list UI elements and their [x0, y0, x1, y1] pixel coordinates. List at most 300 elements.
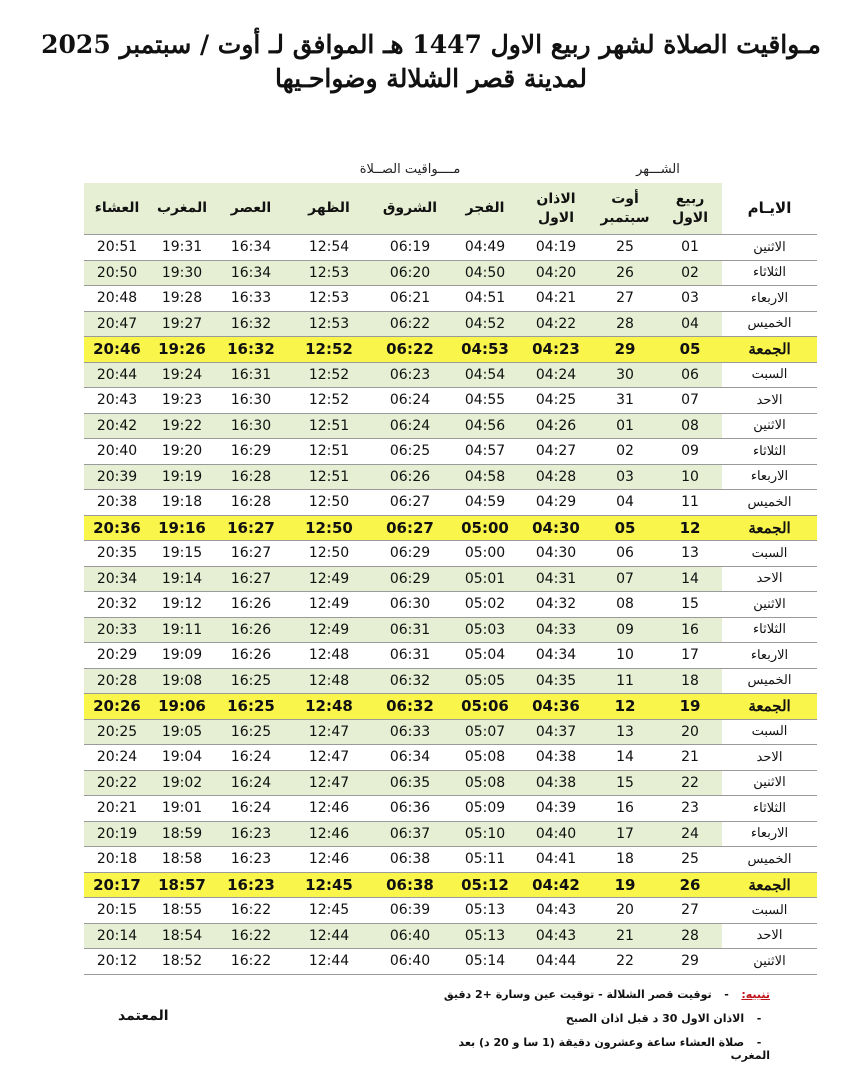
- maghrib-cell: 19:18: [150, 490, 214, 516]
- header-asr: العصر: [214, 183, 288, 235]
- gregorian-cell: 08: [592, 592, 658, 618]
- maghrib-cell: 19:31: [150, 235, 214, 261]
- table-row: [84, 592, 817, 618]
- dhuhr-cell: 12:49: [288, 592, 370, 618]
- maghrib-cell: 19:16: [150, 515, 214, 541]
- shuruq-cell: 06:22: [370, 337, 450, 363]
- shuruq-cell: 06:36: [370, 796, 450, 822]
- first-adhan-cell: 04:42: [520, 872, 592, 898]
- header-gregorian: أوت سبتمبر: [592, 183, 658, 235]
- asr-cell: 16:23: [214, 847, 288, 873]
- header-shuruq: الشروق: [370, 183, 450, 235]
- isha-cell: 20:50: [84, 260, 150, 286]
- shuruq-cell: 06:39: [370, 898, 450, 924]
- first-adhan-cell: 04:30: [520, 515, 592, 541]
- shuruq-cell: 06:22: [370, 311, 450, 337]
- gregorian-cell: 25: [592, 235, 658, 261]
- gregorian-cell: 11: [592, 668, 658, 694]
- header-first-adhan: الاذان الاول: [520, 183, 592, 235]
- asr-cell: 16:22: [214, 949, 288, 975]
- rabi-cell: 18: [658, 668, 722, 694]
- day-cell: الاربعاء: [722, 821, 817, 847]
- shuruq-cell: 06:38: [370, 847, 450, 873]
- header-fajr: الفجر: [450, 183, 520, 235]
- table-row: [84, 388, 817, 414]
- first-adhan-cell: 04:44: [520, 949, 592, 975]
- gregorian-cell: 07: [592, 566, 658, 592]
- shuruq-cell: 06:34: [370, 745, 450, 771]
- fajr-cell: 04:57: [450, 439, 520, 465]
- shuruq-cell: 06:20: [370, 260, 450, 286]
- table-row: [84, 770, 817, 796]
- gregorian-cell: 20: [592, 898, 658, 924]
- rabi-cell: 12: [658, 515, 722, 541]
- rabi-cell: 22: [658, 770, 722, 796]
- dhuhr-cell: 12:49: [288, 566, 370, 592]
- shuruq-cell: 06:33: [370, 719, 450, 745]
- first-adhan-cell: 04:19: [520, 235, 592, 261]
- gregorian-cell: 09: [592, 617, 658, 643]
- day-cell: الاثنين: [722, 770, 817, 796]
- table-row: [84, 643, 817, 669]
- shuruq-cell: 06:31: [370, 643, 450, 669]
- maghrib-cell: 19:11: [150, 617, 214, 643]
- shuruq-cell: 06:24: [370, 388, 450, 414]
- maghrib-cell: 19:30: [150, 260, 214, 286]
- dhuhr-cell: 12:51: [288, 439, 370, 465]
- isha-cell: 20:47: [84, 311, 150, 337]
- asr-cell: 16:22: [214, 898, 288, 924]
- isha-cell: 20:35: [84, 541, 150, 567]
- table-header-row: [84, 183, 817, 235]
- approved-label: المعتمد: [118, 1008, 169, 1024]
- dhuhr-cell: 12:53: [288, 286, 370, 312]
- rabi-cell: 03: [658, 286, 722, 312]
- fajr-cell: 05:13: [450, 898, 520, 924]
- maghrib-cell: 19:04: [150, 745, 214, 771]
- fajr-cell: 04:51: [450, 286, 520, 312]
- isha-cell: 20:36: [84, 515, 150, 541]
- maghrib-cell: 18:52: [150, 949, 214, 975]
- shuruq-cell: 06:40: [370, 923, 450, 949]
- day-cell: الجمعة: [722, 872, 817, 898]
- gregorian-cell: 27: [592, 286, 658, 312]
- first-adhan-cell: 04:30: [520, 541, 592, 567]
- asr-cell: 16:34: [214, 235, 288, 261]
- isha-cell: 20:17: [84, 872, 150, 898]
- isha-cell: 20:44: [84, 362, 150, 388]
- isha-cell: 20:12: [84, 949, 150, 975]
- fajr-cell: 05:13: [450, 923, 520, 949]
- shuruq-cell: 06:40: [370, 949, 450, 975]
- day-cell: الاحد: [722, 566, 817, 592]
- first-adhan-cell: 04:23: [520, 337, 592, 363]
- day-cell: السبت: [722, 898, 817, 924]
- table-row: [84, 745, 817, 771]
- fajr-cell: 04:59: [450, 490, 520, 516]
- asr-cell: 16:30: [214, 388, 288, 414]
- rabi-cell: 28: [658, 923, 722, 949]
- table-body: [84, 235, 817, 975]
- note-dash: -: [724, 988, 729, 1001]
- rabi-cell: 05: [658, 337, 722, 363]
- gregorian-cell: 28: [592, 311, 658, 337]
- dhuhr-cell: 12:53: [288, 260, 370, 286]
- header-maghrib: المغرب: [150, 183, 214, 235]
- gregorian-cell: 19: [592, 872, 658, 898]
- asr-cell: 16:28: [214, 490, 288, 516]
- maghrib-cell: 19:19: [150, 464, 214, 490]
- fajr-cell: 05:00: [450, 515, 520, 541]
- fajr-cell: 04:56: [450, 413, 520, 439]
- first-adhan-cell: 04:33: [520, 617, 592, 643]
- day-cell: السبت: [722, 719, 817, 745]
- day-cell: الاثنين: [722, 592, 817, 618]
- day-cell: الاربعاء: [722, 286, 817, 312]
- shuruq-cell: 06:30: [370, 592, 450, 618]
- gregorian-cell: 26: [592, 260, 658, 286]
- day-cell: الخميس: [722, 490, 817, 516]
- asr-cell: 16:31: [214, 362, 288, 388]
- maghrib-cell: 18:58: [150, 847, 214, 873]
- maghrib-cell: 19:06: [150, 694, 214, 720]
- rabi-cell: 02: [658, 260, 722, 286]
- header-dhuhr: الظهر: [288, 183, 370, 235]
- isha-cell: 20:38: [84, 490, 150, 516]
- maghrib-cell: 19:09: [150, 643, 214, 669]
- shuruq-cell: 06:32: [370, 668, 450, 694]
- day-cell: الخميس: [722, 668, 817, 694]
- rabi-cell: 13: [658, 541, 722, 567]
- rabi-cell: 29: [658, 949, 722, 975]
- gregorian-cell: 02: [592, 439, 658, 465]
- note-text-1: توقيت قصر الشلالة - توقيت عين وسارة +2 دقيق: [443, 988, 712, 1001]
- dhuhr-cell: 12:49: [288, 617, 370, 643]
- dhuhr-cell: 12:44: [288, 923, 370, 949]
- shuruq-cell: 06:27: [370, 490, 450, 516]
- maghrib-cell: 19:02: [150, 770, 214, 796]
- table-row: [84, 362, 817, 388]
- dhuhr-cell: 12:46: [288, 847, 370, 873]
- fajr-cell: 04:55: [450, 388, 520, 414]
- asr-cell: 16:25: [214, 719, 288, 745]
- month-group-header: الشـــهر: [636, 162, 680, 177]
- note-text-2: الاذان الاول 30 د قبل اذان الصبح: [565, 1012, 745, 1025]
- maghrib-cell: 19:27: [150, 311, 214, 337]
- first-adhan-cell: 04:21: [520, 286, 592, 312]
- isha-cell: 20:42: [84, 413, 150, 439]
- table-row: [84, 235, 817, 261]
- isha-cell: 20:24: [84, 745, 150, 771]
- day-cell: الجمعة: [722, 337, 817, 363]
- dhuhr-cell: 12:46: [288, 796, 370, 822]
- gregorian-cell: 13: [592, 719, 658, 745]
- first-adhan-cell: 04:31: [520, 566, 592, 592]
- gregorian-cell: 15: [592, 770, 658, 796]
- fajr-cell: 05:04: [450, 643, 520, 669]
- table-row: [84, 898, 817, 924]
- rabi-cell: 01: [658, 235, 722, 261]
- first-adhan-cell: 04:22: [520, 311, 592, 337]
- day-cell: الاحد: [722, 745, 817, 771]
- dhuhr-cell: 12:50: [288, 490, 370, 516]
- rabi-cell: 11: [658, 490, 722, 516]
- isha-cell: 20:14: [84, 923, 150, 949]
- rabi-cell: 25: [658, 847, 722, 873]
- asr-cell: 16:24: [214, 745, 288, 771]
- isha-cell: 20:51: [84, 235, 150, 261]
- asr-cell: 16:30: [214, 413, 288, 439]
- note-dash: -: [756, 1036, 762, 1049]
- table-row: [84, 541, 817, 567]
- rabi-cell: 26: [658, 872, 722, 898]
- table-row: [84, 847, 817, 873]
- fajr-cell: 05:08: [450, 770, 520, 796]
- header-day: الايـام: [722, 183, 817, 235]
- rabi-cell: 14: [658, 566, 722, 592]
- note-label: تنبيه:: [741, 988, 770, 1001]
- table-row: [84, 694, 817, 720]
- isha-cell: 20:21: [84, 796, 150, 822]
- maghrib-cell: 19:26: [150, 337, 214, 363]
- isha-cell: 20:22: [84, 770, 150, 796]
- isha-cell: 20:32: [84, 592, 150, 618]
- fajr-cell: 05:05: [450, 668, 520, 694]
- fajr-cell: 05:11: [450, 847, 520, 873]
- day-cell: الجمعة: [722, 515, 817, 541]
- dhuhr-cell: 12:45: [288, 872, 370, 898]
- fajr-cell: 05:14: [450, 949, 520, 975]
- dhuhr-cell: 12:51: [288, 413, 370, 439]
- rabi-cell: 06: [658, 362, 722, 388]
- rabi-cell: 07: [658, 388, 722, 414]
- first-adhan-cell: 04:32: [520, 592, 592, 618]
- gregorian-cell: 17: [592, 821, 658, 847]
- asr-cell: 16:26: [214, 592, 288, 618]
- first-adhan-cell: 04:43: [520, 923, 592, 949]
- fajr-cell: 04:49: [450, 235, 520, 261]
- first-adhan-cell: 04:25: [520, 388, 592, 414]
- shuruq-cell: 06:29: [370, 566, 450, 592]
- asr-cell: 16:23: [214, 821, 288, 847]
- gregorian-cell: 14: [592, 745, 658, 771]
- isha-cell: 20:48: [84, 286, 150, 312]
- fajr-cell: 04:58: [450, 464, 520, 490]
- rabi-cell: 04: [658, 311, 722, 337]
- table-row: [84, 311, 817, 337]
- shuruq-cell: 06:27: [370, 515, 450, 541]
- dhuhr-cell: 12:47: [288, 719, 370, 745]
- fajr-cell: 05:12: [450, 872, 520, 898]
- shuruq-cell: 06:29: [370, 541, 450, 567]
- day-cell: الاحد: [722, 388, 817, 414]
- first-adhan-cell: 04:43: [520, 898, 592, 924]
- asr-cell: 16:27: [214, 566, 288, 592]
- fajr-cell: 04:54: [450, 362, 520, 388]
- gregorian-cell: 18: [592, 847, 658, 873]
- dhuhr-cell: 12:51: [288, 464, 370, 490]
- first-adhan-cell: 04:38: [520, 770, 592, 796]
- table-row: [84, 464, 817, 490]
- isha-cell: 20:18: [84, 847, 150, 873]
- table-row: [84, 566, 817, 592]
- asr-cell: 16:25: [214, 694, 288, 720]
- note-text-3: صلاة العشاء ساعة وعشرون دقيقة (1 سا و 20 د) بعد المغرب: [458, 1036, 770, 1062]
- maghrib-cell: 19:14: [150, 566, 214, 592]
- dhuhr-cell: 12:50: [288, 515, 370, 541]
- rabi-cell: 24: [658, 821, 722, 847]
- gregorian-cell: 01: [592, 413, 658, 439]
- asr-cell: 16:32: [214, 311, 288, 337]
- shuruq-cell: 06:38: [370, 872, 450, 898]
- isha-cell: 20:29: [84, 643, 150, 669]
- maghrib-cell: 19:28: [150, 286, 214, 312]
- table-row: [84, 796, 817, 822]
- dhuhr-cell: 12:44: [288, 949, 370, 975]
- shuruq-cell: 06:37: [370, 821, 450, 847]
- shuruq-cell: 06:35: [370, 770, 450, 796]
- maghrib-cell: 19:08: [150, 668, 214, 694]
- first-adhan-cell: 04:26: [520, 413, 592, 439]
- isha-cell: 20:15: [84, 898, 150, 924]
- rabi-cell: 08: [658, 413, 722, 439]
- gregorian-cell: 21: [592, 923, 658, 949]
- day-cell: الثلاثاء: [722, 439, 817, 465]
- isha-cell: 20:25: [84, 719, 150, 745]
- dhuhr-cell: 12:52: [288, 388, 370, 414]
- table-row: [84, 260, 817, 286]
- dhuhr-cell: 12:53: [288, 311, 370, 337]
- shuruq-cell: 06:26: [370, 464, 450, 490]
- maghrib-cell: 19:15: [150, 541, 214, 567]
- asr-cell: 16:23: [214, 872, 288, 898]
- gregorian-cell: 29: [592, 337, 658, 363]
- fajr-cell: 05:06: [450, 694, 520, 720]
- note-line-2: [440, 1012, 770, 1025]
- asr-cell: 16:34: [214, 260, 288, 286]
- isha-cell: 20:26: [84, 694, 150, 720]
- fajr-cell: 05:09: [450, 796, 520, 822]
- fajr-cell: 05:08: [450, 745, 520, 771]
- dhuhr-cell: 12:47: [288, 745, 370, 771]
- day-cell: الاربعاء: [722, 464, 817, 490]
- day-cell: الاثنين: [722, 949, 817, 975]
- table-row: [84, 413, 817, 439]
- fajr-cell: 04:52: [450, 311, 520, 337]
- day-cell: السبت: [722, 541, 817, 567]
- fajr-cell: 04:53: [450, 337, 520, 363]
- asr-cell: 16:26: [214, 643, 288, 669]
- gregorian-cell: 04: [592, 490, 658, 516]
- asr-cell: 16:33: [214, 286, 288, 312]
- shuruq-cell: 06:32: [370, 694, 450, 720]
- isha-cell: 20:19: [84, 821, 150, 847]
- page-title: مـواقيت الصلاة لشهر ربيع الاول 1447 هـ الموافق لـ أوت / سبتمبر 2025: [41, 30, 821, 59]
- dhuhr-cell: 12:54: [288, 235, 370, 261]
- day-cell: الاثنين: [722, 413, 817, 439]
- first-adhan-cell: 04:27: [520, 439, 592, 465]
- gregorian-cell: 10: [592, 643, 658, 669]
- first-adhan-cell: 04:37: [520, 719, 592, 745]
- dhuhr-cell: 12:45: [288, 898, 370, 924]
- rabi-cell: 17: [658, 643, 722, 669]
- first-adhan-cell: 04:40: [520, 821, 592, 847]
- first-adhan-cell: 04:41: [520, 847, 592, 873]
- shuruq-cell: 06:19: [370, 235, 450, 261]
- rabi-cell: 20: [658, 719, 722, 745]
- table-row: [84, 872, 817, 898]
- gregorian-cell: 03: [592, 464, 658, 490]
- first-adhan-cell: 04:29: [520, 490, 592, 516]
- isha-cell: 20:43: [84, 388, 150, 414]
- table-row: [84, 949, 817, 975]
- maghrib-cell: 19:24: [150, 362, 214, 388]
- header-rabi: ربيع الاول: [658, 183, 722, 235]
- first-adhan-cell: 04:36: [520, 694, 592, 720]
- gregorian-cell: 05: [592, 515, 658, 541]
- asr-cell: 16:27: [214, 515, 288, 541]
- isha-cell: 20:33: [84, 617, 150, 643]
- asr-cell: 16:25: [214, 668, 288, 694]
- shuruq-cell: 06:23: [370, 362, 450, 388]
- table-row: [84, 923, 817, 949]
- note-line-3: [440, 1036, 770, 1062]
- dhuhr-cell: 12:48: [288, 643, 370, 669]
- rabi-cell: 09: [658, 439, 722, 465]
- day-cell: الاربعاء: [722, 643, 817, 669]
- prayer-times-table: [84, 183, 817, 975]
- maghrib-cell: 19:23: [150, 388, 214, 414]
- header-isha: العشاء: [84, 183, 150, 235]
- maghrib-cell: 19:01: [150, 796, 214, 822]
- gregorian-cell: 16: [592, 796, 658, 822]
- asr-cell: 16:32: [214, 337, 288, 363]
- maghrib-cell: 19:12: [150, 592, 214, 618]
- rabi-cell: 16: [658, 617, 722, 643]
- dhuhr-cell: 12:47: [288, 770, 370, 796]
- shuruq-cell: 06:31: [370, 617, 450, 643]
- isha-cell: 20:28: [84, 668, 150, 694]
- dhuhr-cell: 12:48: [288, 668, 370, 694]
- day-cell: الخميس: [722, 847, 817, 873]
- maghrib-cell: 19:05: [150, 719, 214, 745]
- dhuhr-cell: 12:52: [288, 337, 370, 363]
- day-cell: الخميس: [722, 311, 817, 337]
- shuruq-cell: 06:24: [370, 413, 450, 439]
- table-row: [84, 617, 817, 643]
- day-cell: الجمعة: [722, 694, 817, 720]
- fajr-cell: 05:01: [450, 566, 520, 592]
- table-row: [84, 821, 817, 847]
- asr-cell: 16:29: [214, 439, 288, 465]
- prayer-times-group-header: مــــواقيت الصــلاة: [359, 162, 461, 177]
- note-dash: -: [756, 1012, 762, 1025]
- gregorian-cell: 06: [592, 541, 658, 567]
- table-row: [84, 337, 817, 363]
- asr-cell: 16:27: [214, 541, 288, 567]
- first-adhan-cell: 04:38: [520, 745, 592, 771]
- dhuhr-cell: 12:46: [288, 821, 370, 847]
- table-row: [84, 490, 817, 516]
- maghrib-cell: 19:22: [150, 413, 214, 439]
- day-cell: السبت: [722, 362, 817, 388]
- day-cell: الاثنين: [722, 235, 817, 261]
- day-cell: الثلاثاء: [722, 796, 817, 822]
- shuruq-cell: 06:21: [370, 286, 450, 312]
- fajr-cell: 04:50: [450, 260, 520, 286]
- dhuhr-cell: 12:48: [288, 694, 370, 720]
- first-adhan-cell: 04:20: [520, 260, 592, 286]
